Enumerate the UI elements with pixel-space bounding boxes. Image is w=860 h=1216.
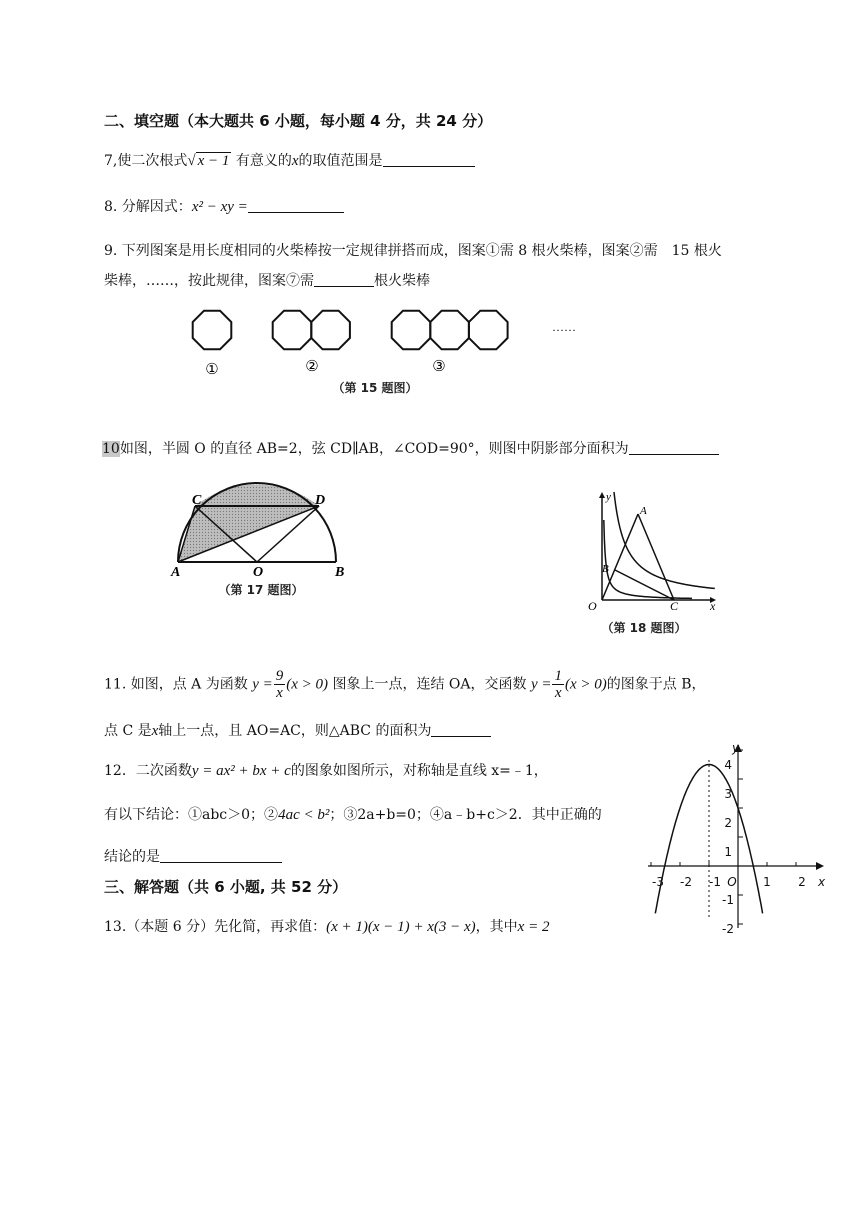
y-tick-marks <box>738 750 743 924</box>
q13-mid: ，其中 <box>475 919 518 935</box>
q9-line2b: 根火柴棒 <box>374 273 430 289</box>
q7-answer-blank[interactable] <box>383 152 475 167</box>
q11-line2a: 点 C 是 <box>104 723 152 739</box>
q11-line2 <box>104 720 491 740</box>
section-heading-solve: 三、解答题（共 6 小题, 共 52 分） <box>104 878 348 896</box>
point-o-label: O <box>253 565 264 580</box>
fig18-y-label: y <box>606 491 611 503</box>
origin-label: O <box>727 875 737 889</box>
q11-p1: 11. 如图，点 A 为函数 <box>104 676 248 693</box>
q11-line1 <box>104 668 706 701</box>
fig18-o-label: O <box>588 599 597 613</box>
pattern-ellipsis: …… <box>552 320 576 334</box>
question-8 <box>104 196 344 216</box>
point-c-label: C <box>192 493 202 508</box>
q9-line1: 9. 下列图案是用长度相同的火柴棒按一定规律拼搭而成，图案①需 8 根火柴棒，图案②需 15 根火 <box>104 243 722 259</box>
fig15-caption: （第 15 题图） <box>332 381 418 395</box>
octagon <box>430 311 469 350</box>
q13-expression: (x + 1)(x − 1) + x(3 − x) <box>326 919 476 935</box>
q12-inequality: 4ac < b² <box>278 807 330 823</box>
q13-condition: x = 2 <box>517 919 550 935</box>
q12-line1b: 的图象如图所示，对称轴是直线 x=﹣1， <box>290 763 548 779</box>
x-tick-neg3: -3 <box>652 875 664 889</box>
fig18-a-label: A <box>640 505 647 517</box>
q11-f1-lhs: y = <box>252 676 273 693</box>
octagon <box>392 311 431 350</box>
q9-answer-blank[interactable] <box>314 272 374 287</box>
q7-radicand: x − 1 <box>197 153 230 169</box>
q12-line2 <box>104 804 602 824</box>
q11-line2b: 轴上一点，且 AO=AC，则△ABC 的面积为 <box>158 723 432 739</box>
sqrt-symbol: √ <box>187 153 196 169</box>
point-b-label: B <box>335 565 345 580</box>
x-tick-neg2: -2 <box>680 875 692 889</box>
q11-p2: 图象上一点，连结 OA，交函数 <box>332 676 527 693</box>
q12-line3 <box>104 846 282 866</box>
fig17-caption: （第 17 题图） <box>218 583 304 597</box>
q8-expr: x² − xy = <box>191 199 248 215</box>
octagon <box>469 311 508 350</box>
q7-prefix: 7,使二次根式 <box>104 153 188 169</box>
question-10 <box>102 438 719 458</box>
q11-line2-var: x <box>151 723 159 739</box>
semicircle-figure <box>165 480 365 605</box>
q8-answer-blank[interactable] <box>248 198 344 213</box>
y-tick-1: 1 <box>724 845 732 859</box>
q13-prefix: 13.（本题 6 分）先化简，再求值： <box>104 919 327 935</box>
pattern-label-1: ① <box>205 362 219 378</box>
q11-f1-den: x <box>276 685 283 701</box>
q11-f1-fraction <box>274 668 286 701</box>
parabola-graph <box>640 740 830 940</box>
fig18-x-label: x <box>710 599 716 613</box>
fig18-y-arrow <box>599 492 605 498</box>
octagon <box>193 311 232 350</box>
y-axis-label: y <box>732 741 740 755</box>
q10-text: 如图，半圆 O 的直径 AB=2，弦 CD∥AB，∠COD=90°，则图中阴影部分面积为 <box>119 441 629 457</box>
point-d-label: D <box>315 493 326 508</box>
q11-f2-fraction <box>552 668 564 701</box>
q11-f2-domain: (x > 0) <box>564 676 607 693</box>
pattern-label-3: ③ <box>432 359 446 375</box>
segment-bc <box>615 570 674 600</box>
octagon <box>273 311 312 350</box>
x-axis-label: x <box>818 875 826 889</box>
q8-prefix: 8. 分解因式： <box>104 199 192 215</box>
q7-middle: 有意义的 <box>235 153 292 169</box>
q11-answer-blank[interactable] <box>431 722 491 737</box>
q9-line2a: 柴棒，……，按此规律，图案⑦需 <box>104 273 314 289</box>
y-tick-4: 4 <box>724 758 732 772</box>
q10-number: 10 <box>102 441 120 457</box>
section-heading-fill-in: 二、填空题（本大题共 6 小题，每小题 4 分，共 24 分） <box>104 112 493 130</box>
point-a-label: A <box>171 565 181 580</box>
q12-answer-blank[interactable] <box>160 848 282 863</box>
x-tick-neg1: -1 <box>709 875 721 889</box>
q12-line2a: 有以下结论：①abc＞0；② <box>104 807 279 823</box>
x-axis-arrow <box>816 862 824 870</box>
y-tick-neg2: -2 <box>722 922 734 936</box>
q10-answer-blank[interactable] <box>629 440 719 455</box>
q11-f1-domain: (x > 0) <box>286 676 328 693</box>
segment-ac <box>638 514 674 600</box>
fig18-graph <box>582 488 732 638</box>
q11-p3: 的图象于点 B， <box>606 676 706 693</box>
pattern-label-2: ② <box>305 359 319 375</box>
q12-function: y = ax² + bx + c <box>191 763 291 779</box>
q11-f2-num: 1 <box>554 668 562 684</box>
x-tick-2: 2 <box>798 875 806 889</box>
fig18-c-label: C <box>670 599 679 613</box>
q9-line2 <box>104 270 430 290</box>
q11-f2-lhs: y = <box>530 676 552 693</box>
q7-suffix: 的取值范围是 <box>298 153 383 169</box>
y-tick-3: 3 <box>724 787 732 801</box>
y-tick-neg1: -1 <box>722 893 734 907</box>
fig18-caption: （第 18 题图） <box>601 621 687 635</box>
x-tick-1: 1 <box>763 875 771 889</box>
q12-line3: 结论的是 <box>104 849 160 865</box>
q12-line1 <box>104 760 548 780</box>
q7-var: x <box>291 153 299 169</box>
fig18-b-label: B <box>602 563 609 575</box>
question-13 <box>104 916 549 936</box>
octagon-patterns <box>193 311 508 350</box>
q11-f2-den: x <box>554 685 562 701</box>
matchstick-figure <box>170 300 610 400</box>
curve-y-9-over-x <box>614 492 715 589</box>
y-tick-2: 2 <box>724 816 732 830</box>
q11-f1-num: 9 <box>275 668 284 684</box>
question-7 <box>104 150 475 170</box>
q12-line1a: 12．二次函数 <box>104 763 192 779</box>
octagon <box>311 311 350 350</box>
q12-line2b: ；③2a+b=0；④a﹣b+c＞2．其中正确的 <box>329 807 602 823</box>
